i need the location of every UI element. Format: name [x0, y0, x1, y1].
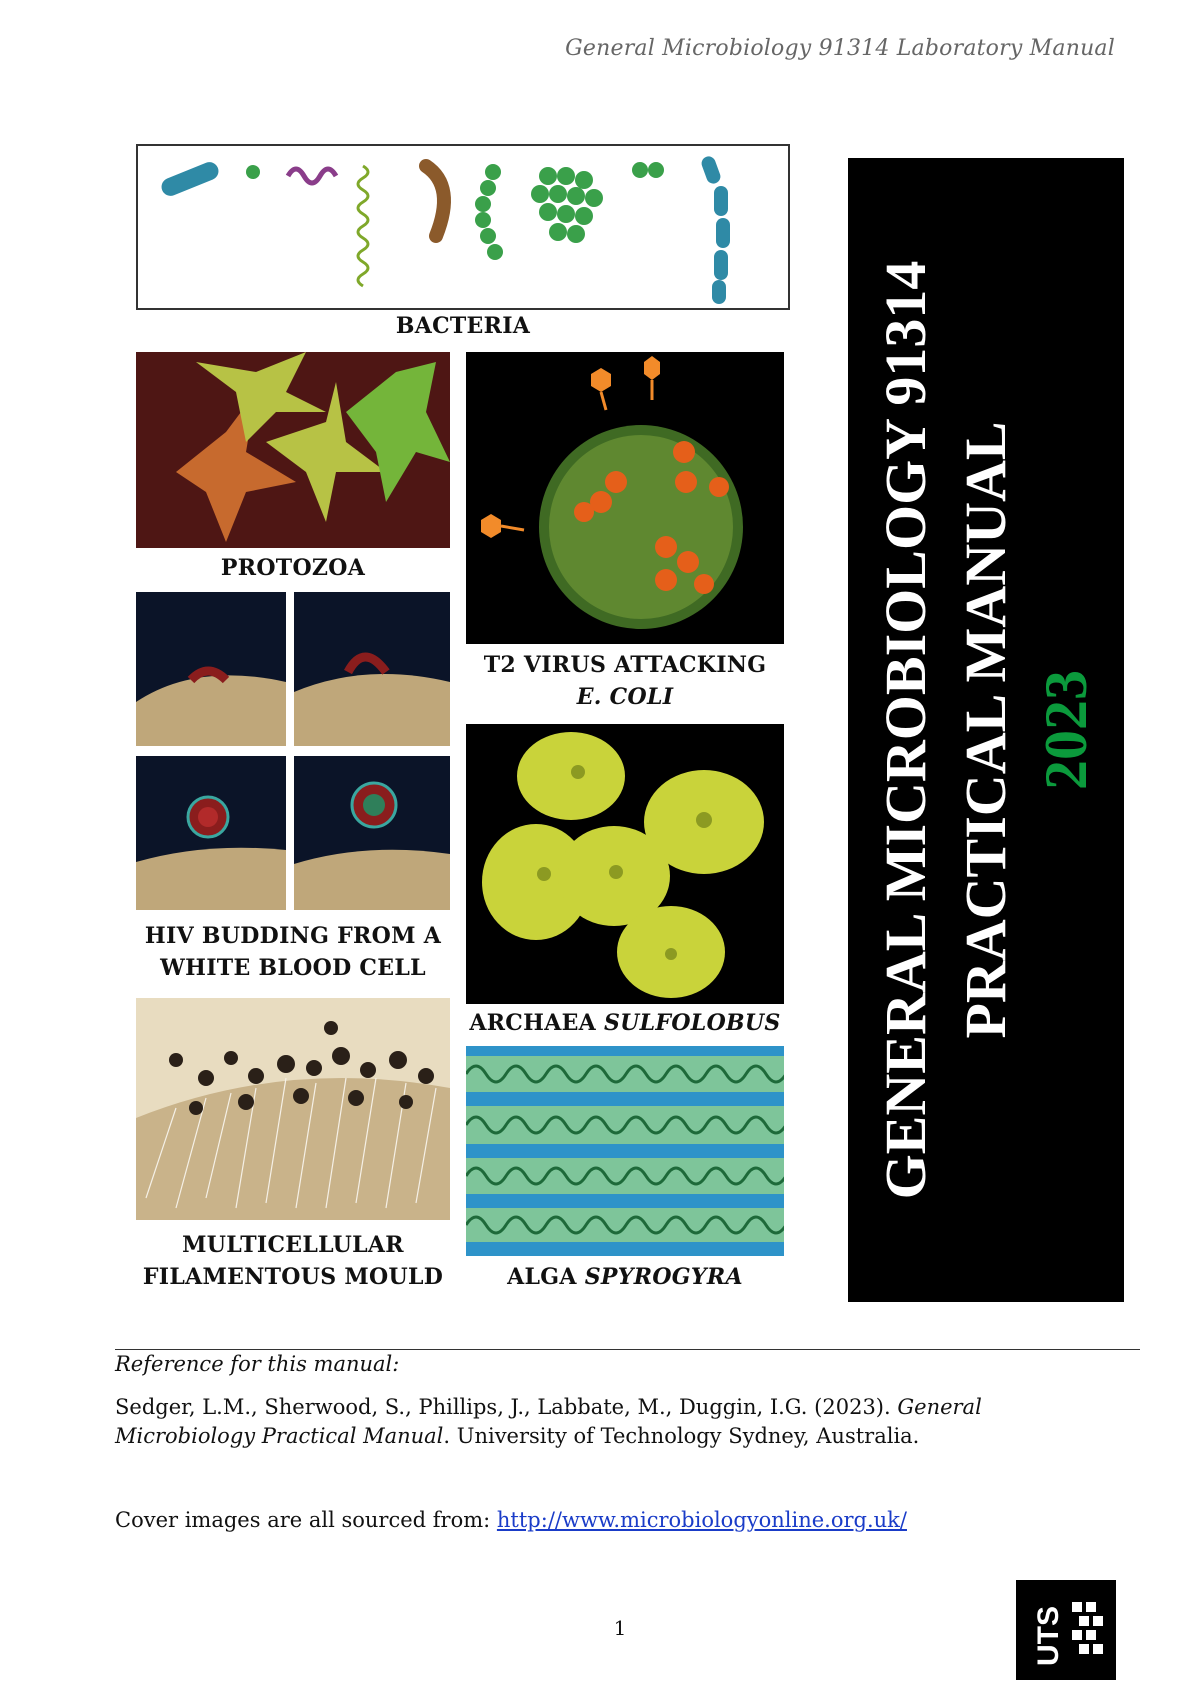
caption-alga — [466, 1264, 784, 1290]
protozoa-image — [136, 352, 450, 548]
title-block — [848, 158, 1124, 1302]
uts-logo — [1016, 1580, 1116, 1680]
title-year: 2023 — [1033, 670, 1099, 791]
reference-label: Reference for this manual: — [115, 1352, 400, 1376]
caption-t2-line1: T2 VIRUS ATTACKING — [483, 652, 767, 678]
caption-archaea-prefix: ARCHAEA — [469, 1010, 597, 1036]
cover-images-note — [115, 1508, 907, 1532]
mould-image — [136, 998, 450, 1220]
reference-authors: Sedger, L.M., Sherwood, S., Phillips, J., Labbate, M., Duggin, I.G. (2023). — [115, 1395, 891, 1419]
bacteria-illustration — [136, 144, 790, 310]
title-rotated — [866, 261, 1106, 1200]
page-number: 1 — [613, 1616, 627, 1640]
archaea-image — [466, 724, 784, 1004]
caption-archaea — [466, 1010, 784, 1036]
running-header: General Microbiology 91314 Laboratory Manual — [565, 36, 1115, 61]
t2-virus-image — [466, 352, 784, 644]
hiv-budding-image — [136, 592, 450, 910]
caption-mould-line1: MULTICELLULAR — [182, 1232, 404, 1258]
divider-line — [115, 1349, 1140, 1350]
caption-alga-species: SPYROGYRA — [584, 1264, 743, 1290]
caption-bacteria: BACTERIA — [395, 313, 531, 339]
title-line2: PRACTICAL MANUAL — [953, 421, 1018, 1039]
uts-logo-text: UTS — [1032, 1606, 1065, 1666]
caption-archaea-species: SULFOLOBUS — [603, 1010, 781, 1036]
reference-title: General Microbiology Practical Manual — [115, 1395, 982, 1448]
reference-publisher: . University of Technology Sydney, Australia. — [443, 1424, 920, 1448]
cover-images-text: Cover images are all sourced from: — [115, 1508, 491, 1532]
caption-protozoa: PROTOZOA — [220, 555, 366, 581]
caption-hiv-line1: HIV BUDDING FROM A — [144, 923, 442, 949]
caption-mould-line2: FILAMENTOUS MOULD — [142, 1264, 444, 1290]
caption-alga-prefix: ALGA — [507, 1264, 577, 1290]
reference-citation — [115, 1393, 1115, 1451]
caption-hiv-line2: WHITE BLOOD CELL — [160, 955, 426, 981]
cover-images-link[interactable]: http://www.microbiologyonline.org.uk/ — [496, 1508, 907, 1532]
title-line1: GENERAL MICROBIOLOGY 91314 — [873, 260, 938, 1200]
caption-t2-line2: E. COLI — [576, 684, 674, 710]
alga-image — [466, 1046, 784, 1256]
